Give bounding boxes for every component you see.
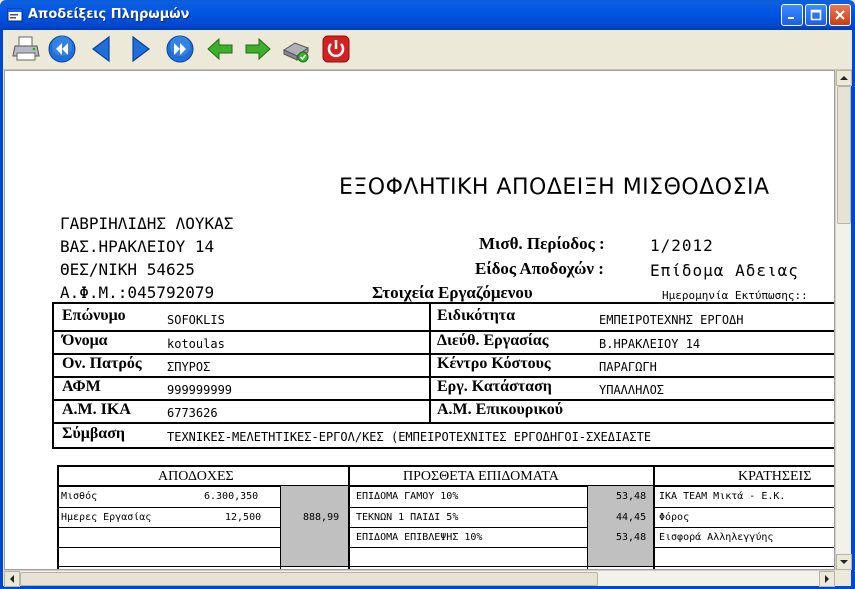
back-arrow-icon — [205, 34, 235, 64]
document-viewport[interactable] — [4, 70, 835, 570]
deductions-row-label: Εισφορά Αλληλεγγύης — [659, 532, 774, 543]
maximize-button[interactable] — [805, 4, 827, 26]
afm-value: 999999999 — [167, 383, 233, 397]
forward-button[interactable] — [241, 32, 275, 66]
chevron-down-icon — [840, 558, 848, 566]
horizontal-scrollbar[interactable] — [4, 570, 835, 586]
scroll-down-button[interactable] — [836, 554, 852, 570]
window-frame-left — [0, 30, 3, 589]
app-window-icon — [7, 7, 23, 23]
pay-table-header-line — [57, 485, 835, 487]
employer-afm: Α.Φ.Μ.:045792079 — [60, 283, 215, 302]
close-button[interactable] — [829, 4, 851, 26]
pay-table-row-line — [57, 566, 835, 567]
maximize-icon — [810, 9, 822, 21]
last-page-icon — [165, 34, 195, 64]
horizontal-scroll-thumb[interactable] — [20, 572, 598, 586]
minimize-button[interactable] — [781, 4, 803, 26]
earnings-row-label: Ημερες Εργασίας — [61, 512, 152, 523]
window-title: Αποδείξεις Πληρωμών — [28, 7, 190, 22]
pay-table-row-line — [57, 527, 835, 528]
scroll-up-button[interactable] — [836, 70, 852, 86]
extras-header: ΠΡΟΣΘΕΤΑ ΕΠΙΔΟΜΑΤΑ — [403, 469, 559, 484]
table-border-left — [52, 302, 54, 449]
chevron-right-icon — [823, 575, 831, 583]
deductions-row-label: ΙΚΑ TEAM Μικτά - Ε.Κ. — [659, 491, 786, 502]
earnings-row-label: Μισθός — [61, 491, 98, 502]
next-page-button[interactable] — [123, 32, 157, 66]
earnings-type-value: Επίδομα Αδειας — [650, 261, 799, 280]
chevron-up-icon — [840, 74, 848, 82]
afm-label: ΑΦΜ — [62, 378, 101, 395]
next-page-icon — [125, 34, 155, 64]
exit-button[interactable] — [319, 32, 353, 66]
cost-center-value: ΠΑΡΑΓΩΓΗ — [599, 360, 657, 374]
period-label: Μισθ. Περίοδος : — [479, 234, 605, 253]
extras-row-amount: 53,48 — [616, 532, 647, 543]
extras-row-amount: 44,45 — [616, 512, 647, 523]
previous-page-button[interactable] — [85, 32, 119, 66]
table-border-bottom — [52, 447, 835, 449]
earnings-type-label: Είδος Αποδοχών : — [475, 259, 604, 278]
work-address-value: Β.ΗΡΑΚΛΕΙΟΥ 14 — [599, 337, 701, 351]
deductions-header: ΚΡΑΤΗΣΕΙΣ — [738, 469, 812, 484]
toolbar — [3, 30, 852, 70]
vertical-scroll-thumb[interactable] — [837, 86, 851, 224]
first-name-value: kotoulas — [167, 337, 225, 351]
employer-name: ΓΑΒΡΙΗΛΙΔΗΣ ΛΟΥΚΑΣ — [60, 214, 234, 233]
work-status-value: ΥΠΑΛΛΗΛΟΣ — [599, 383, 665, 397]
earnings-row-amount: 888,99 — [303, 512, 340, 523]
pay-table-divider — [587, 485, 588, 570]
table-column-divider — [429, 302, 431, 424]
first-name-label: Όνομα — [62, 332, 108, 349]
pay-table-border-left — [57, 465, 59, 570]
contract-label: Σύμβαση — [62, 425, 125, 442]
power-exit-icon — [321, 34, 351, 64]
pay-table-row-line — [57, 507, 835, 508]
earnings-row-value: 6.300,350 — [204, 491, 259, 502]
title-bar[interactable] — [0, 0, 855, 30]
table-border-top — [52, 302, 835, 304]
forward-arrow-icon — [243, 34, 273, 64]
last-page-button[interactable] — [163, 32, 197, 66]
surname-value: SOFOKLIS — [167, 313, 225, 327]
contract-value: ΤΕΧΝΙΚΕΣ-ΜΕΛΕΤΗΤΙΚΕΣ-ΕΡΓΟΛ/ΚΕΣ (ΕΜΠΕΙΡΟΤΕΧΝΙΤΕΣ ΕΡΓΟΔΗΓΟΙ-ΣΧΕΔΙΑΣΤΕ — [167, 430, 652, 444]
print-date-label: Ημερομηνία Εκτύπωσης:: — [662, 289, 808, 302]
ika-label: Α.Μ. ΙΚΑ — [62, 401, 131, 418]
earnings-header: ΑΠΟΔΟΧΕΣ — [158, 469, 234, 484]
vertical-scrollbar[interactable] — [835, 70, 851, 570]
back-button[interactable] — [203, 32, 237, 66]
extras-row-label: ΕΠΙΔΟΜΑ ΕΠΙΒΛΕΨΗΣ 10% — [356, 532, 483, 543]
scrollbar-corner — [835, 570, 851, 586]
extras-row-label: ΕΠΙΔΟΜΑ ΓΑΜΟΥ 10% — [356, 491, 459, 502]
first-page-button[interactable] — [45, 32, 79, 66]
export-icon — [281, 34, 311, 64]
employer-city: ΘΕΣ/ΝΙΚΗ 54625 — [60, 260, 195, 279]
work-address-label: Διεύθ. Εργασίας — [437, 332, 549, 349]
cost-center-label: Κέντρο Κόστους — [437, 355, 551, 372]
document-title: ΕΞΟΦΛΗΤΙΚΗ ΑΠΟΔΕΙΞΗ ΜΙΣΘΟΔΟΣΙΑ — [339, 175, 770, 200]
father-name-value: ΣΠΥΡΟΣ — [167, 360, 211, 374]
close-icon — [834, 9, 846, 21]
specialty-label: Ειδικότητα — [437, 307, 516, 324]
export-button[interactable] — [279, 32, 313, 66]
scroll-left-button[interactable] — [4, 571, 20, 587]
extras-row-amount: 53,48 — [616, 491, 647, 502]
payslip-document — [5, 71, 835, 570]
print-button[interactable] — [9, 32, 43, 66]
minimize-icon — [786, 9, 798, 21]
first-page-icon — [47, 34, 77, 64]
pay-table-divider — [653, 465, 655, 570]
aux-insurance-label: Α.Μ. Επικουρικού — [437, 401, 564, 418]
chevron-left-icon — [8, 575, 16, 583]
pay-table-row-line — [57, 547, 835, 548]
extras-row-label: ΤΕΚΝΩΝ 1 ΠΑΙΔΙ 5% — [356, 512, 459, 523]
surname-label: Επώνυμο — [62, 307, 126, 324]
work-status-label: Εργ. Κατάσταση — [437, 378, 552, 395]
father-name-label: Ον. Πατρός — [62, 355, 142, 372]
ika-value: 6773626 — [167, 406, 218, 420]
specialty-value: ΕΜΠΕΙΡΟΤΕΧΝΗΣ ΕΡΓΟΔΗ — [599, 313, 744, 327]
employer-address: ΒΑΣ.ΗΡΑΚΛΕΙΟΥ 14 — [60, 237, 215, 256]
pay-table-divider — [348, 465, 350, 570]
previous-page-icon — [87, 34, 117, 64]
window-frame-right — [851, 30, 855, 589]
deductions-row-label: Φόρος — [659, 512, 690, 523]
earnings-amount-column — [281, 486, 348, 566]
print-icon — [11, 34, 41, 64]
period-value: 1/2012 — [650, 236, 714, 255]
employee-section-title: Στοιχεία Εργαζόμενου — [372, 283, 533, 302]
pay-table-divider — [280, 485, 281, 570]
scroll-right-button[interactable] — [819, 571, 835, 587]
earnings-row-value: 12,500 — [225, 512, 262, 523]
table-border — [52, 422, 835, 424]
pay-table-border-top — [57, 465, 835, 467]
